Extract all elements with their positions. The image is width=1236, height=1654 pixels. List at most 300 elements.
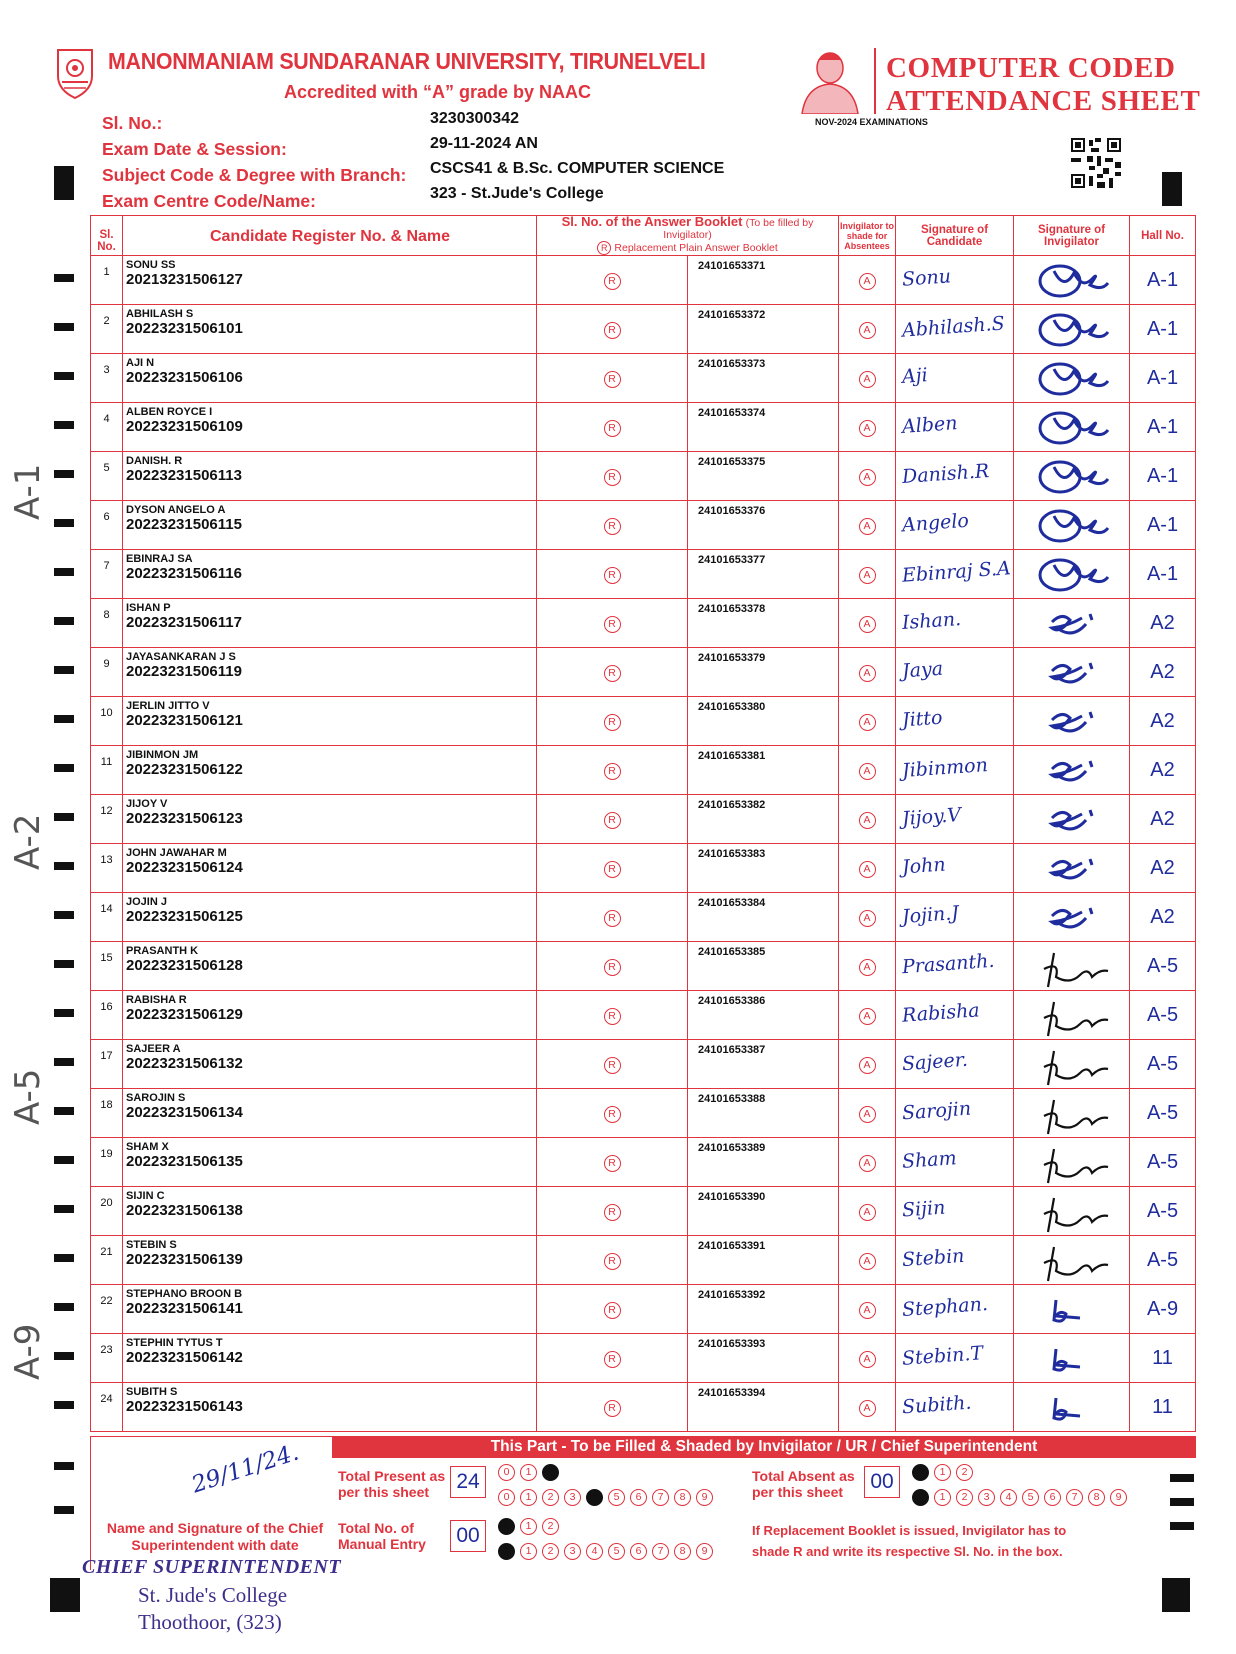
- replacement-bubble[interactable]: R: [604, 861, 621, 878]
- booklet-number: 24101653378: [688, 599, 839, 648]
- booklet-number: 24101653381: [688, 746, 839, 795]
- row-sl: 6: [91, 501, 123, 550]
- replacement-cell[interactable]: [537, 354, 688, 403]
- replacement-cell[interactable]: [537, 1089, 688, 1138]
- candidate-name: ALBEN ROYCE I: [126, 406, 213, 418]
- sl-no-label: Sl. No.:: [102, 113, 163, 133]
- total-present-value: 24: [456, 1470, 480, 1493]
- table-row: [91, 354, 1196, 403]
- candidate-cell: [123, 1383, 537, 1432]
- hall-cell: [1130, 1040, 1196, 1089]
- absent-bubble[interactable]: A: [859, 469, 876, 486]
- timing-mark: [54, 1401, 74, 1409]
- replacement-bubble[interactable]: R: [604, 371, 621, 388]
- table-row: [91, 795, 1196, 844]
- hall-cell: [1130, 648, 1196, 697]
- replacement-cell[interactable]: [537, 1236, 688, 1285]
- replacement-bubble[interactable]: R: [604, 812, 621, 829]
- digit-bubble[interactable]: 7: [652, 1489, 669, 1506]
- table-row: [91, 1383, 1196, 1432]
- table-row: [91, 1187, 1196, 1236]
- absent-cell[interactable]: [839, 256, 896, 305]
- digit-bubble[interactable]: 1: [934, 1464, 951, 1481]
- timing-mark: [54, 1009, 74, 1017]
- register-number: 20223231506128: [126, 957, 243, 974]
- candidate-cell: [123, 1089, 537, 1138]
- digit-bubble[interactable]: 1: [520, 1543, 537, 1560]
- cs-signature: 29/11/24.: [188, 1439, 302, 1499]
- hall-number: 11: [1152, 1395, 1173, 1418]
- replacement-cell[interactable]: [537, 1187, 688, 1236]
- candidate-signature-cell: [896, 991, 1014, 1040]
- replacement-bubble[interactable]: R: [604, 1106, 621, 1123]
- replacement-cell[interactable]: [537, 893, 688, 942]
- invigilator-signature-cell: [1014, 942, 1130, 991]
- hall-cell: [1130, 942, 1196, 991]
- booklet-number: 24101653374: [688, 403, 839, 452]
- replacement-bubble[interactable]: R: [604, 1400, 621, 1417]
- absent-bubble[interactable]: A: [859, 1106, 876, 1123]
- col-absent: Invigilator to shade for Absentees: [839, 216, 896, 256]
- hall-number: A2: [1150, 807, 1175, 830]
- replacement-cell[interactable]: [537, 942, 688, 991]
- digit-bubble[interactable]: 0: [498, 1464, 515, 1481]
- absent-cell[interactable]: [839, 550, 896, 599]
- digit-bubble[interactable]: 6: [630, 1489, 647, 1506]
- replacement-cell[interactable]: [537, 1334, 688, 1383]
- replacement-bubble[interactable]: R: [604, 1204, 621, 1221]
- hall-cell: [1130, 403, 1196, 452]
- candidate-name: SIJIN C: [126, 1190, 165, 1202]
- row-sl: 4: [91, 403, 123, 452]
- stamp-title: CHIEF SUPERINTENDENT: [82, 1556, 342, 1578]
- replacement-bubble[interactable]: R: [604, 567, 621, 584]
- replacement-bubble[interactable]: R: [604, 616, 621, 633]
- manual-entry-box[interactable]: [450, 1520, 486, 1552]
- replacement-bubble[interactable]: R: [604, 665, 621, 682]
- replacement-cell[interactable]: [537, 599, 688, 648]
- row-sl: 1: [91, 256, 123, 305]
- invigilator-signature-mark: [1030, 457, 1116, 497]
- timing-mark: [54, 1506, 74, 1514]
- absent-bubble[interactable]: A: [859, 1400, 876, 1417]
- replacement-cell[interactable]: [537, 1138, 688, 1187]
- invigilator-signature-mark: [1030, 310, 1116, 350]
- absent-bubble[interactable]: A: [859, 763, 876, 780]
- col-booklet-note: (To be filled by Invigilator): [663, 217, 814, 241]
- digit-bubble[interactable]: 2: [542, 1543, 559, 1560]
- table-row: [91, 1334, 1196, 1383]
- absent-cell[interactable]: [839, 942, 896, 991]
- register-number: 20223231506113: [126, 467, 242, 484]
- absent-cell[interactable]: [839, 1187, 896, 1236]
- absent-cell[interactable]: [839, 1089, 896, 1138]
- digit-bubble[interactable]: 1: [934, 1489, 951, 1506]
- hall-number: A-5: [1146, 1248, 1179, 1271]
- absent-cell[interactable]: [839, 697, 896, 746]
- invigilator-signature-cell: [1014, 1089, 1130, 1138]
- absent-bubble[interactable]: A: [859, 1351, 876, 1368]
- table-row: [91, 550, 1196, 599]
- candidate-name: RABISHA R: [126, 994, 187, 1006]
- candidate-cell: [123, 942, 537, 991]
- stamp-place: Thoothoor, (323): [138, 1610, 282, 1634]
- hall-cell: [1130, 1138, 1196, 1187]
- invigilator-signature-mark: [1030, 1339, 1116, 1379]
- candidate-cell: [123, 697, 537, 746]
- candidate-name: PRASANTH K: [126, 945, 199, 957]
- absent-bubble[interactable]: A: [859, 1057, 876, 1074]
- replacement-bubble[interactable]: R: [604, 469, 621, 486]
- hall-cell: [1130, 1334, 1196, 1383]
- absent-cell[interactable]: [839, 452, 896, 501]
- row-sl: 18: [91, 1089, 123, 1138]
- row-sl: 24: [91, 1383, 123, 1432]
- booklet-number: 24101653373: [688, 354, 839, 403]
- booklet-number: 24101653379: [688, 648, 839, 697]
- absent-cell[interactable]: [839, 354, 896, 403]
- candidate-signature-cell: [896, 354, 1014, 403]
- invigilator-signature-mark: [1030, 1192, 1116, 1236]
- invigilator-signature-mark: [1030, 604, 1116, 644]
- digit-bubble[interactable]: 2: [956, 1489, 973, 1506]
- hall-cell: [1130, 697, 1196, 746]
- timing-mark: [54, 960, 74, 968]
- candidate-cell: [123, 795, 537, 844]
- university-logo: [54, 46, 96, 100]
- booklet-number: 24101653371: [688, 256, 839, 305]
- candidate-cell: [123, 991, 537, 1040]
- hall-number: A-5: [1146, 1052, 1179, 1075]
- digit-bubble[interactable]: 3: [564, 1543, 581, 1560]
- row-sl: 11: [91, 746, 123, 795]
- candidate-signature: Stephan.: [901, 1293, 989, 1321]
- absent-cell[interactable]: [839, 501, 896, 550]
- absent-cell[interactable]: [839, 991, 896, 1040]
- table-row: [91, 599, 1196, 648]
- hall-number: A-5: [1146, 954, 1179, 977]
- digit-bubble[interactable]: 8: [674, 1489, 691, 1506]
- register-number: 20223231506141: [126, 1300, 243, 1317]
- timing-mark: [54, 666, 74, 674]
- replacement-cell[interactable]: [537, 1040, 688, 1089]
- hall-cell: [1130, 991, 1196, 1040]
- absent-cell[interactable]: [839, 403, 896, 452]
- replacement-cell[interactable]: [537, 1285, 688, 1334]
- replacement-cell[interactable]: [537, 648, 688, 697]
- hall-cell: [1130, 1285, 1196, 1334]
- candidate-signature: Jaya: [901, 657, 944, 683]
- absent-cell[interactable]: [839, 599, 896, 648]
- candidate-signature-cell: [896, 452, 1014, 501]
- digit-bubble[interactable]: 9: [696, 1543, 713, 1560]
- table-row: [91, 1040, 1196, 1089]
- replacement-cell[interactable]: [537, 256, 688, 305]
- invigilator-signature-cell: [1014, 550, 1130, 599]
- col-replacement: Replacement Plain Answer Booklet: [614, 242, 778, 254]
- replacement-bubble[interactable]: R: [604, 910, 621, 927]
- candidate-signature: Sham: [901, 1147, 958, 1173]
- digit-bubble[interactable]: 1: [520, 1464, 537, 1481]
- col-booklet: [537, 216, 839, 256]
- hall-number: A-5: [1146, 1150, 1179, 1173]
- replacement-bubble[interactable]: R: [604, 518, 621, 535]
- manual-entry-value: 00: [456, 1524, 480, 1547]
- candidate-cell: [123, 1285, 537, 1334]
- candidate-name: JAYASANKARAN J S: [126, 651, 236, 663]
- total-present-box[interactable]: [450, 1466, 486, 1498]
- absent-bubble[interactable]: A: [859, 616, 876, 633]
- timing-mark: [54, 470, 74, 478]
- hall-number: A2: [1150, 758, 1175, 781]
- invigilator-signature-mark: [1030, 408, 1116, 448]
- col-booklet-title: Sl. No. of the Answer Booklet: [561, 214, 743, 229]
- digit-bubble[interactable]: 1: [520, 1489, 537, 1506]
- digit-bubble[interactable]: 0: [498, 1489, 515, 1506]
- digit-bubble[interactable]: 0: [498, 1543, 515, 1560]
- hall-number: A-1: [1146, 562, 1179, 585]
- replacement-bubble[interactable]: R: [604, 1351, 621, 1368]
- candidate-signature-cell: [896, 305, 1014, 354]
- digit-bubble[interactable]: 4: [586, 1543, 603, 1560]
- booklet-number: 24101653392: [688, 1285, 839, 1334]
- invigilator-signature-mark: [1030, 555, 1116, 595]
- candidate-signature-cell: [896, 403, 1014, 452]
- absent-cell[interactable]: [839, 1285, 896, 1334]
- row-sl: 3: [91, 354, 123, 403]
- table-row: [91, 501, 1196, 550]
- replacement-bubble[interactable]: R: [604, 714, 621, 731]
- digit-bubble[interactable]: 6: [630, 1543, 647, 1560]
- replacement-bubble[interactable]: R: [604, 1008, 621, 1025]
- absent-bubble[interactable]: A: [859, 861, 876, 878]
- candidate-name: SAJEER A: [126, 1043, 181, 1055]
- timing-mark: [54, 519, 74, 527]
- absent-bubble[interactable]: A: [859, 665, 876, 682]
- replacement-bubble[interactable]: R: [604, 322, 621, 339]
- table-row: [91, 1089, 1196, 1138]
- table-row: [91, 1138, 1196, 1187]
- replacement-cell[interactable]: [537, 501, 688, 550]
- absent-cell[interactable]: [839, 795, 896, 844]
- row-sl: 22: [91, 1285, 123, 1334]
- register-number: 20223231506123: [126, 810, 243, 827]
- booklet-number: 24101653375: [688, 452, 839, 501]
- absent-bubble[interactable]: A: [859, 1253, 876, 1270]
- bottom-band: This Part - To be Filled & Shaded by Invigilator / UR / Chief Superintendent: [332, 1436, 1196, 1458]
- invigilator-signature-cell: [1014, 844, 1130, 893]
- margin-note: A-2: [8, 813, 48, 870]
- replacement-bubble[interactable]: R: [604, 420, 621, 437]
- absent-cell[interactable]: [839, 1334, 896, 1383]
- absent-bubble[interactable]: A: [859, 322, 876, 339]
- invigilator-signature-mark: [1030, 947, 1116, 991]
- absent-bubble[interactable]: A: [859, 371, 876, 388]
- invigilator-signature-mark: [1030, 1290, 1116, 1330]
- margin-note: A-9: [8, 1323, 48, 1380]
- digit-bubble[interactable]: 4: [1000, 1489, 1017, 1506]
- digit-bubble[interactable]: 2: [956, 1464, 973, 1481]
- digit-bubble[interactable]: 9: [1110, 1489, 1127, 1506]
- replacement-cell[interactable]: [537, 1383, 688, 1432]
- candidate-signature-cell: [896, 746, 1014, 795]
- replacement-bubble[interactable]: R: [604, 1302, 621, 1319]
- replacement-bubble[interactable]: R: [604, 763, 621, 780]
- invigilator-signature-mark: [1030, 1388, 1116, 1428]
- invigilator-signature-cell: [1014, 893, 1130, 942]
- absent-cell[interactable]: [839, 844, 896, 893]
- replacement-bubble[interactable]: R: [604, 1057, 621, 1074]
- invigilator-signature-cell: [1014, 501, 1130, 550]
- absent-bubble[interactable]: A: [859, 518, 876, 535]
- booklet-number: 24101653393: [688, 1334, 839, 1383]
- total-absent-box[interactable]: [864, 1466, 900, 1498]
- absent-cell[interactable]: [839, 1138, 896, 1187]
- absent-bubble[interactable]: A: [859, 273, 876, 290]
- absent-cell[interactable]: [839, 305, 896, 354]
- absent-bubble[interactable]: A: [859, 714, 876, 731]
- replacement-cell[interactable]: [537, 844, 688, 893]
- invigilator-signature-mark: [1030, 702, 1116, 742]
- digit-bubble[interactable]: 7: [1066, 1489, 1083, 1506]
- digit-bubble[interactable]: 3: [978, 1489, 995, 1506]
- digit-bubble[interactable]: 5: [608, 1489, 625, 1506]
- timing-mark: [54, 862, 74, 870]
- digit-bubble[interactable]: 0: [912, 1464, 929, 1481]
- digit-bubble[interactable]: 4: [586, 1489, 603, 1506]
- register-number: 20213231506127: [126, 271, 243, 288]
- digit-bubble[interactable]: 5: [608, 1543, 625, 1560]
- candidate-signature-cell: [896, 1187, 1014, 1236]
- replacement-cell[interactable]: [537, 795, 688, 844]
- table-row: [91, 256, 1196, 305]
- replacement-cell[interactable]: [537, 991, 688, 1040]
- candidate-signature-cell: [896, 1285, 1014, 1334]
- digit-bubble[interactable]: 0: [912, 1489, 929, 1506]
- hall-cell: [1130, 501, 1196, 550]
- digit-bubble[interactable]: 8: [1088, 1489, 1105, 1506]
- absent-bubble[interactable]: A: [859, 1204, 876, 1221]
- candidate-signature: Abhilash.S: [901, 312, 1006, 342]
- invigilator-signature-mark: [1030, 800, 1116, 840]
- replacement-bubble[interactable]: R: [604, 959, 621, 976]
- invigilator-signature-cell: [1014, 354, 1130, 403]
- candidate-name: ISHAN P: [126, 602, 171, 614]
- digit-bubble[interactable]: 8: [674, 1543, 691, 1560]
- digit-bubble[interactable]: 1: [520, 1518, 537, 1535]
- booklet-number: 24101653394: [688, 1383, 839, 1432]
- founder-portrait: [798, 46, 862, 114]
- replacement-bubble[interactable]: R: [604, 1253, 621, 1270]
- absent-tens-bubbles: [912, 1462, 978, 1481]
- register-number: 20223231506124: [126, 859, 243, 876]
- digit-bubble[interactable]: 9: [696, 1489, 713, 1506]
- digit-bubble[interactable]: 6: [1044, 1489, 1061, 1506]
- timing-mark: [54, 1254, 74, 1262]
- hall-cell: [1130, 1236, 1196, 1285]
- replacement-cell[interactable]: [537, 452, 688, 501]
- hall-cell: [1130, 305, 1196, 354]
- candidate-signature: Stebin.T: [901, 1342, 984, 1370]
- register-number: 20223231506132: [126, 1055, 243, 1072]
- absent-bubble[interactable]: A: [859, 910, 876, 927]
- invigilator-signature-cell: [1014, 1236, 1130, 1285]
- timing-mark: [54, 715, 74, 723]
- hall-number: A-1: [1146, 464, 1179, 487]
- digit-bubble[interactable]: 2: [542, 1464, 559, 1481]
- register-number: 20223231506135: [126, 1153, 243, 1170]
- timing-mark: [1170, 1522, 1194, 1530]
- absent-bubble[interactable]: A: [859, 1008, 876, 1025]
- absent-cell[interactable]: [839, 1383, 896, 1432]
- candidate-name: SAROJIN S: [126, 1092, 186, 1104]
- total-present-label: Total Present as per this sheet: [338, 1468, 446, 1500]
- replacement-cell[interactable]: [537, 550, 688, 599]
- timing-mark: [54, 372, 74, 380]
- candidate-name: ABHILASH S: [126, 308, 194, 320]
- invigilator-signature-mark: [1030, 1045, 1116, 1089]
- absent-bubble[interactable]: A: [859, 567, 876, 584]
- digit-bubble[interactable]: 0: [498, 1518, 515, 1535]
- booklet-number: 24101653390: [688, 1187, 839, 1236]
- absent-cell[interactable]: [839, 893, 896, 942]
- candidate-cell: [123, 893, 537, 942]
- candidate-signature: Jibinmon: [901, 754, 989, 782]
- replacement-bubble[interactable]: R: [604, 1155, 621, 1172]
- hall-cell: [1130, 354, 1196, 403]
- digit-bubble[interactable]: 2: [542, 1489, 559, 1506]
- hall-cell: [1130, 599, 1196, 648]
- candidate-cell: [123, 599, 537, 648]
- absent-bubble[interactable]: A: [859, 959, 876, 976]
- absent-bubble[interactable]: A: [859, 812, 876, 829]
- replacement-bubble[interactable]: R: [604, 273, 621, 290]
- absent-bubble[interactable]: A: [859, 420, 876, 437]
- replacement-cell[interactable]: [537, 403, 688, 452]
- hall-cell: [1130, 1383, 1196, 1432]
- absent-bubble[interactable]: A: [859, 1155, 876, 1172]
- timing-mark: [54, 323, 74, 331]
- digit-bubble[interactable]: 7: [652, 1543, 669, 1560]
- candidate-cell: [123, 1334, 537, 1383]
- register-number: 20223231506109: [126, 418, 243, 435]
- absent-cell[interactable]: [839, 1236, 896, 1285]
- replacement-cell[interactable]: [537, 305, 688, 354]
- row-sl: 7: [91, 550, 123, 599]
- digit-bubble[interactable]: 5: [1022, 1489, 1039, 1506]
- digit-bubble[interactable]: 2: [542, 1518, 559, 1535]
- timing-mark: [54, 568, 74, 576]
- absent-cell[interactable]: [839, 746, 896, 795]
- replacement-cell[interactable]: [537, 697, 688, 746]
- row-sl: 10: [91, 697, 123, 746]
- absent-bubble[interactable]: A: [859, 1302, 876, 1319]
- table-row: [91, 991, 1196, 1040]
- absent-cell[interactable]: [839, 648, 896, 697]
- candidate-signature-cell: [896, 550, 1014, 599]
- candidate-name: STEPHIN TYTUS T: [126, 1337, 223, 1349]
- candidate-cell: [123, 1236, 537, 1285]
- digit-bubble[interactable]: 3: [564, 1489, 581, 1506]
- row-sl: 9: [91, 648, 123, 697]
- register-number: 20223231506116: [126, 565, 242, 582]
- invigilator-signature-mark: [1030, 359, 1116, 399]
- register-number: 20223231506121: [126, 712, 243, 729]
- register-number: 20223231506138: [126, 1202, 243, 1219]
- register-number: 20223231506119: [126, 663, 242, 680]
- replacement-cell[interactable]: [537, 746, 688, 795]
- absent-cell[interactable]: [839, 1040, 896, 1089]
